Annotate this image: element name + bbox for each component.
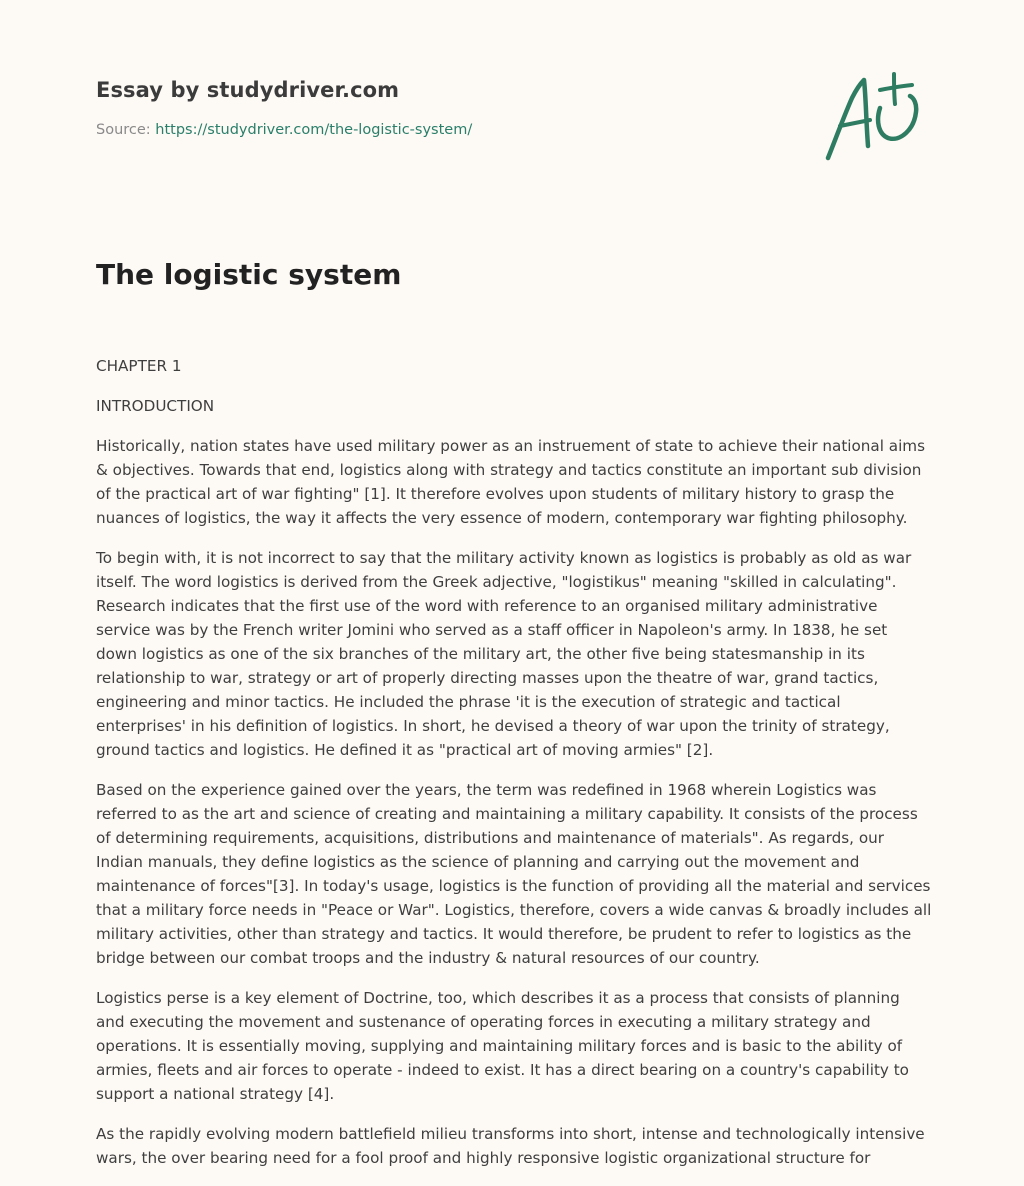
paragraph: Historically, nation states have used military power as an instruement of state to achieve their national aims & objectives. Towards that end, logistics along with strategy and tactics constitute an important sub division of the practical art of war fighting" [1]. It therefore evolves upon students of military history to grasp the nuances of logistics, the way it affects the very essence of modern, contemporary war fighting philosophy. bbox=[96, 437, 926, 527]
page-header bbox=[96, 74, 796, 140]
paragraph-chapter: CHAPTER 1 bbox=[96, 357, 182, 375]
brand-title: Essay by studydriver.com bbox=[96, 78, 400, 102]
a-plus-logo-icon bbox=[822, 68, 928, 164]
paragraph-section-heading: INTRODUCTION bbox=[96, 397, 215, 415]
essay-title: The logistic system bbox=[96, 258, 402, 291]
paragraph: Logistics perse is a key element of Doctrine, too, which describes it as a process that consists of planning and executing the movement and sustenance of operating forces in executing a military strategy and operations. It is essentially moving, supplying and maintaining military forces and is basic to the ability of armies, fleets and air forces to operate - indeed to exist. It has a direct bearing on a country's capability to support a national strategy [4]. bbox=[96, 989, 909, 1103]
paragraph: Based on the experience gained over the years, the term was redefined in 1968 wherein Logistics was referred to as the art and science of creating and maintaining a military capability. It consists of the process of determining requirements, acquisitions, distributions and maintenance of materials". As regards, our Indian manuals, they define logistics as the science of planning and carrying out the movement and maintenance of forces"[3]. In today's usage, logistics is the function of providing all the material and services that a military force needs in "Peace or War". Logistics, therefore, covers a wide canvas & broadly includes all military activities, other than strategy and tactics. It would therefore, be prudent to refer to logistics as the bridge between our combat troops and the industry & natural resources of our country. bbox=[96, 781, 932, 967]
paragraph: As the rapidly evolving modern battlefield milieu transforms into short, intense and technologically intensive wars, the over bearing need for a fool proof and highly responsive logistic organizational structure for bbox=[96, 1125, 925, 1167]
paragraph: To begin with, it is not incorrect to say that the military activity known as logistics is probably as old as war itself. The word logistics is derived from the Greek adjective, "logistikus" meaning "skilled in calculating". Research indicates that the first use of the word with reference to an organised military administrative service was by the French writer Jomini who served as a staff officer in Napoleon's army. In 1838, he set down logistics as one of the six branches of the military art, the other five being statesmanship in its relationship to war, strategy or art of properly directing masses upon the theatre of war, grand tactics, engineering and minor tactics. He included the phrase 'it is the execution of strategic and tactical enterprises' in his definition of logistics. In short, he devised a theory of war upon the trinity of strategy, ground tactics and logistics. He defined it as "practical art of moving armies" [2]. bbox=[96, 549, 912, 759]
source-line bbox=[96, 120, 796, 140]
essay-body bbox=[96, 354, 932, 1186]
source-link[interactable]: https://studydriver.com/the-logistic-system/ bbox=[155, 122, 473, 138]
source-label: Source: bbox=[96, 122, 156, 138]
